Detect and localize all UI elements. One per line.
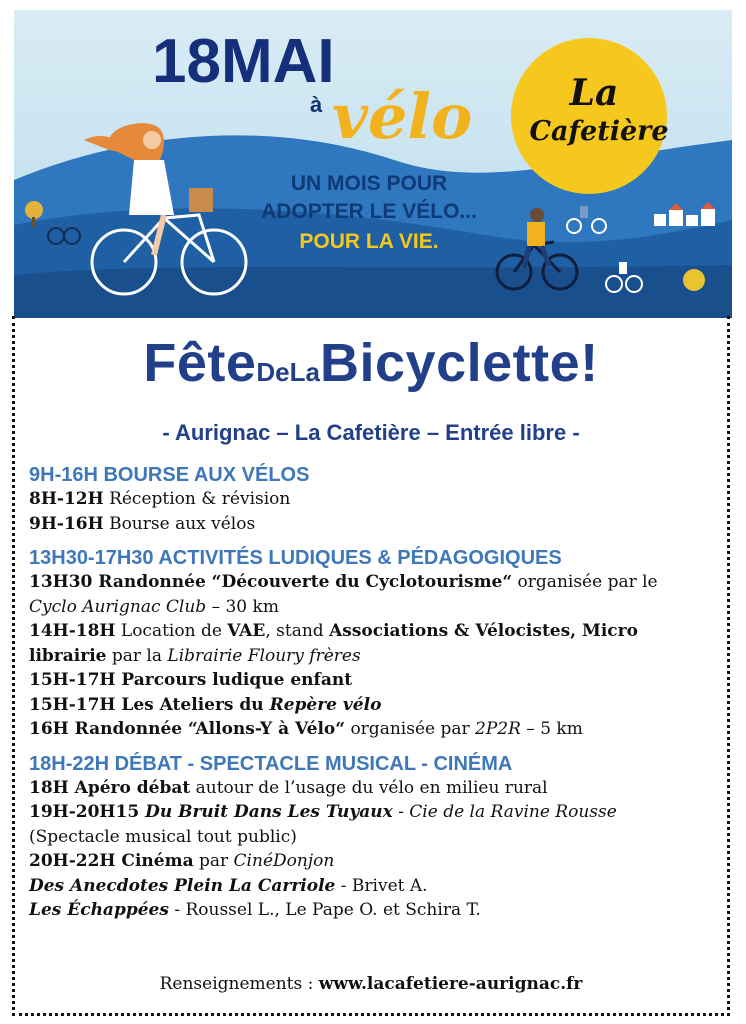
event-subtitle: - Aurignac – La Cafetière – Entrée libre - — [162, 420, 580, 445]
header-banner — [14, 10, 732, 318]
title-fete: Fête — [143, 333, 257, 393]
program-line: Les Échappées - Roussel L., Le Pape O. et Schira T. — [29, 900, 481, 920]
program-card — [12, 316, 730, 1016]
title-de: De — [256, 357, 290, 387]
program-line: 8H-12H Réception & révision — [29, 489, 291, 509]
program-line: 9H-16H Bourse aux vélos — [29, 513, 256, 534]
section-heading-activites: 13H30-17H30 ACTIVITÉS LUDIQUES & PÉDAGOGIQUES — [29, 547, 562, 569]
section-heading-bourse: 9H-16H BOURSE AUX VÉLOS — [29, 464, 310, 486]
program-line: Des Anecdotes Plein La Carriole - Brivet A. — [29, 875, 428, 896]
website-link[interactable]: www.lacafetiere-aurignac.fr — [318, 974, 583, 994]
program-line: 15H-17H Parcours ludique enfant — [29, 670, 353, 690]
logo-text-la: La — [569, 72, 619, 114]
program-line: 14H-18H Location de VAE, stand Associations & Vélocistes, Micro — [29, 621, 638, 641]
banner-slogan-1: UN MOIS POUR — [290, 172, 448, 195]
banner-slogan-3: POUR LA VIE. — [299, 230, 439, 253]
contact-label: Renseignements : — [159, 974, 319, 994]
banner-date: 18MAI — [152, 27, 335, 96]
program-line: 13H30 Randonnée “Découverte du Cyclotourisme“ organisée par le — [29, 572, 658, 592]
program-list — [29, 463, 719, 923]
banner-slogan-2: ADOPTER LE VÉLO... — [261, 200, 477, 223]
banner-illustration — [14, 10, 732, 318]
banner-a: à — [310, 92, 323, 117]
program-line: 16H Randonnée “Allons-Y à Vélo“ organisée par 2P2R – 5 km — [29, 719, 583, 739]
contact-line — [15, 974, 727, 994]
program-line: Cyclo Aurignac Club – 30 km — [29, 596, 279, 617]
title-bicyclette: Bicyclette! — [320, 333, 599, 393]
program-line: (Spectacle musical tout public) — [29, 826, 297, 847]
banner-velo: vélo — [332, 80, 473, 153]
tree-icon — [25, 201, 43, 219]
program-line: librairie par la Librairie Floury frères — [29, 645, 361, 666]
tree-icon — [683, 269, 705, 291]
program-line: 15H-17H Les Ateliers du Repère vélo — [29, 694, 382, 715]
section-heading-debat: 18H-22H DÉBAT - SPECTACLE MUSICAL - CINÉMA — [29, 752, 513, 775]
program-line: 19H-20H15 Du Bruit Dans Les Tuyaux - Cie de la Ravine Rousse — [29, 802, 617, 822]
program-line: 18H Apéro débat autour de l’usage du vélo en milieu rural — [29, 777, 548, 798]
logo-text-cafetiere: Cafetière — [529, 116, 669, 147]
program-line: 20H-22H Cinéma par CinéDonjon — [29, 851, 335, 871]
title-la: La — [289, 357, 320, 387]
event-title — [15, 333, 727, 393]
